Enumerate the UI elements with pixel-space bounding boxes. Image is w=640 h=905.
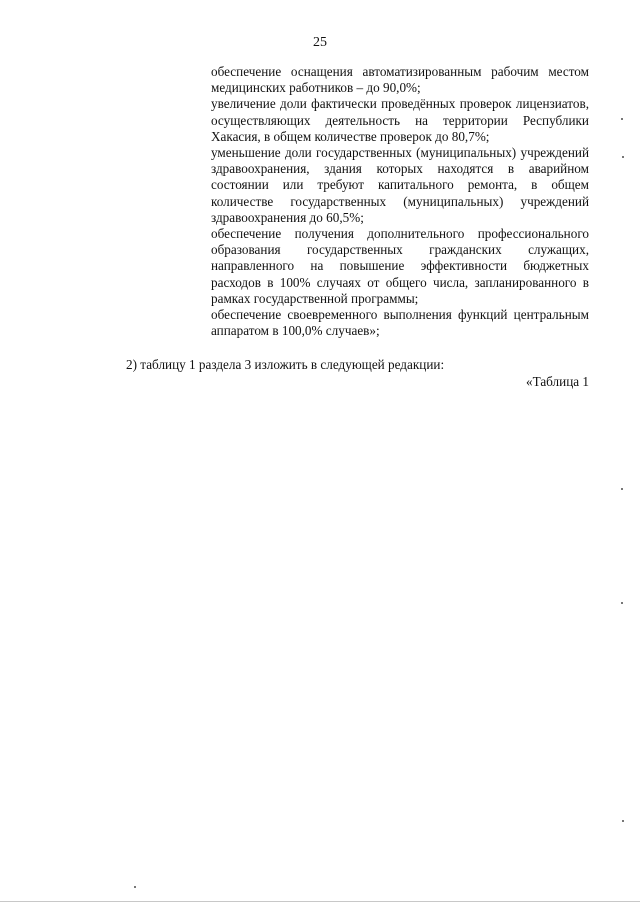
amendment-instruction: 2) таблицу 1 раздела 3 изложить в следующей редакции: xyxy=(126,357,445,372)
table-label: «Таблица 1 xyxy=(526,374,589,389)
scan-artifact xyxy=(622,820,624,822)
scan-artifact xyxy=(622,156,624,158)
scan-artifact xyxy=(621,488,623,490)
scan-artifact xyxy=(621,602,623,604)
scan-edge-line xyxy=(0,901,640,902)
scan-artifact xyxy=(134,886,136,888)
target-indicators-list xyxy=(211,64,589,339)
list-item: обеспечение оснащения автоматизированным рабочим местом медицинских работников – до 90,0%; xyxy=(211,64,589,96)
list-item: обеспечение получения дополнительного профессионального образования государственных гражданских служащих, направленного на повышение эффективности бюджетных расходов в 100% случаях от общего числа, запланированного в рамках государственной программы; xyxy=(211,226,589,306)
scan-artifact xyxy=(621,118,623,120)
list-item: уменьшение доли государственных (муниципальных) учреждений здравоохранения, здания которых находятся в аварийном состоянии или требуют капитального ремонта, в общем количестве государственных (муниципальных) учреждений здравоохранения до 60,5%; xyxy=(211,145,589,225)
page-number: 25 xyxy=(313,35,327,50)
list-item: увеличение доли фактически проведённых проверок лицензиатов, осуществляющих деятельность на территории Республики Хакасия, в общем количестве проверок до 80,7%; xyxy=(211,96,589,144)
list-item: обеспечение своевременного выполнения функций центральным аппаратом в 100,0% случаев»; xyxy=(211,307,589,339)
